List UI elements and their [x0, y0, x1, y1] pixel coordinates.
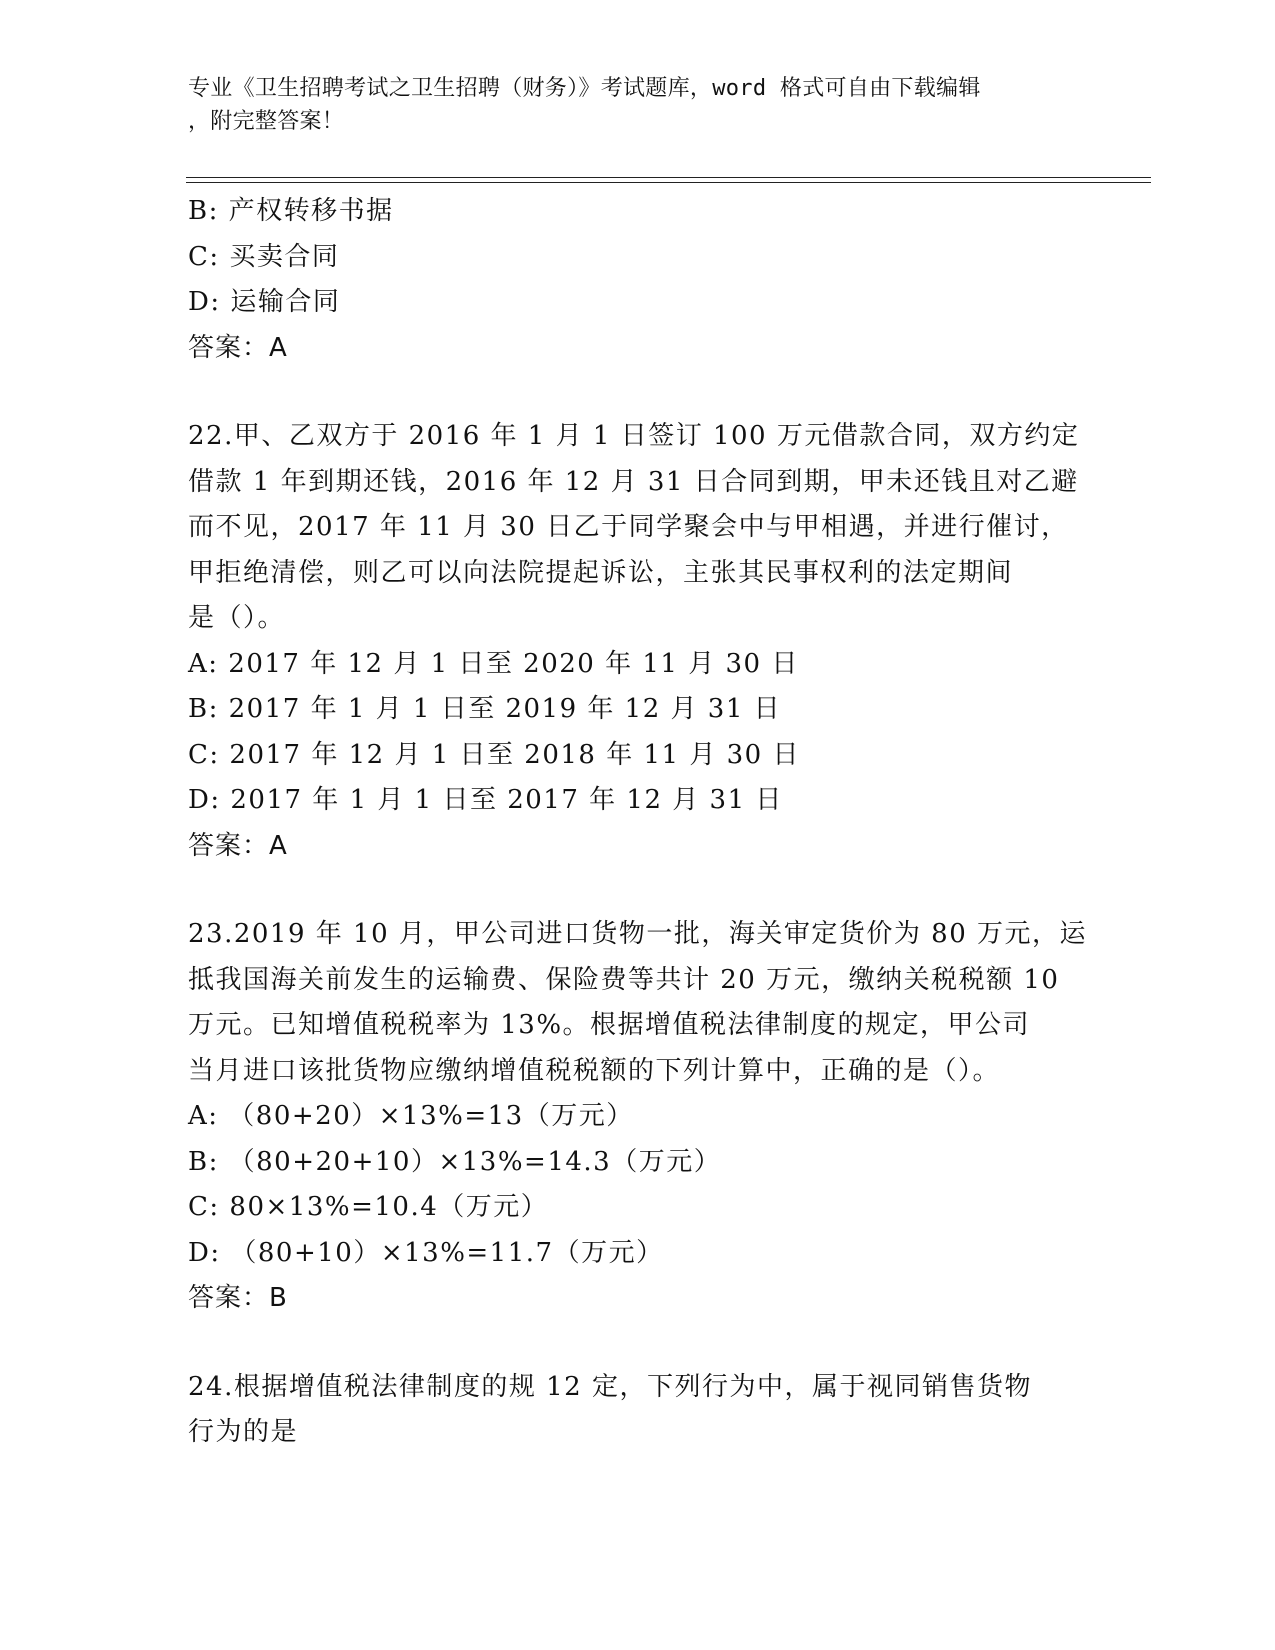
option-b: B: （80+20+10）×13%=14.3（万元） — [188, 1146, 722, 1177]
option-d: D: （80+10）×13%=11.7（万元） — [188, 1237, 664, 1268]
question-stem-line: 23.2019 年 10 月，甲公司进口货物一批，海关审定货价为 80 万元，运 — [188, 919, 1088, 949]
option-a: A: 2017 年 12 月 1 日至 2020 年 11 月 30 日 — [188, 648, 799, 679]
question-stem-line: 甲拒绝清偿，则乙可以向法院提起诉讼，主张其民事权利的法定期间 — [188, 557, 1014, 588]
option-d: D: 运输合同 — [188, 287, 341, 317]
option-a: A: （80+20）×13%=13（万元） — [188, 1101, 634, 1131]
question-24 — [188, 1365, 1088, 1456]
question-23 — [188, 912, 1088, 1322]
question-stem-line: 而不见，2017 年 11 月 30 日乙于同学聚会中与甲相遇，并进行催讨， — [188, 512, 1069, 542]
answer-label: 答案：A — [188, 332, 288, 363]
header-divider-top — [186, 177, 1151, 178]
question-stem-line: 当月进口该批货物应缴纳增值税税额的下列计算中，正确的是（）。 — [188, 1055, 1001, 1086]
question-22 — [188, 414, 1088, 869]
question-stem-line: 24.根据增值税法律制度的规 12 定，下列行为中，属于视同销售货物 — [188, 1371, 1032, 1402]
document-header — [188, 72, 1088, 138]
question-stem-line: 抵我国海关前发生的运输费、保险费等共计 20 万元，缴纳关税税额 10 — [188, 964, 1060, 995]
question-stem-line: 万元。已知增值税税率为 13%。根据增值税法律制度的规定，甲公司 — [188, 1010, 1031, 1040]
option-b: B: 2017 年 1 月 1 日至 2019 年 12 月 31 日 — [188, 694, 782, 724]
option-d: D: 2017 年 1 月 1 日至 2017 年 12 月 31 日 — [188, 785, 783, 815]
question-content — [188, 189, 1088, 1456]
question-21-tail — [188, 189, 1088, 371]
header-line-1: 专业《卫生招聘考试之卫生招聘（财务）》考试题库，word 格式可自由下载编辑 — [188, 76, 981, 101]
question-spacer — [188, 1322, 1088, 1365]
answer-label: 答案：B — [188, 1283, 288, 1313]
question-spacer — [188, 869, 1088, 912]
question-spacer — [188, 371, 1088, 414]
question-stem-line: 行为的是 — [188, 1417, 299, 1447]
question-stem-line: 是（）。 — [188, 603, 286, 633]
question-stem-line: 借款 1 年到期还钱，2016 年 12 月 31 日合同到期，甲未还钱且对乙避 — [188, 466, 1079, 497]
option-b: B: 产权转移书据 — [188, 196, 394, 226]
header-divider-bottom — [186, 182, 1151, 183]
answer-label: 答案：A — [188, 830, 288, 861]
option-c: C: 80×13%=10.4（万元） — [188, 1192, 549, 1222]
option-c: C: 买卖合同 — [188, 241, 340, 272]
option-c: C: 2017 年 12 月 1 日至 2018 年 11 月 30 日 — [188, 739, 800, 770]
question-stem-line: 22.甲、乙双方于 2016 年 1 月 1 日签订 100 万元借款合同，双方约定 — [188, 421, 1080, 451]
header-line-2: ，附完整答案！ — [188, 109, 345, 134]
